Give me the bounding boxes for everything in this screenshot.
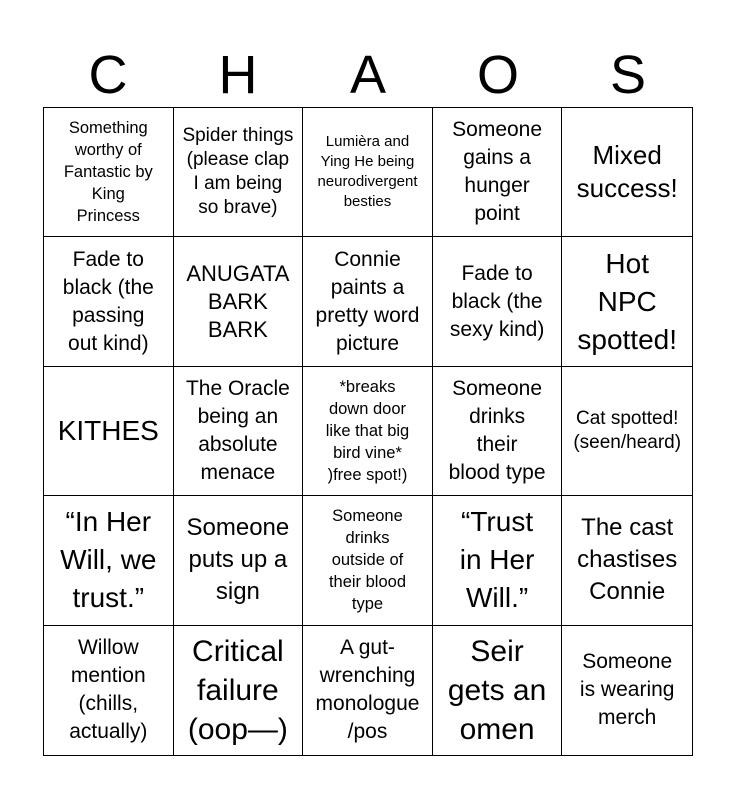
- bingo-cell-r2c1[interactable]: [44, 237, 174, 366]
- cell-text: Critical failure (oop—): [187, 634, 288, 746]
- cell-text: KITHES: [57, 414, 159, 446]
- cell-text: Fade to black (the sexy kind): [449, 261, 545, 341]
- bingo-cell-r5c1[interactable]: [44, 626, 174, 755]
- bingo-cell-r4c1[interactable]: [44, 496, 174, 625]
- cell-text: ANUGATA BARK BARK: [186, 260, 290, 342]
- cell-text: Willow mention (chills, actually): [69, 636, 148, 744]
- bingo-cell-r3c2[interactable]: [174, 367, 304, 496]
- bingo-cell-r4c5[interactable]: [562, 496, 692, 625]
- bingo-cell-r4c3[interactable]: [303, 496, 433, 625]
- bingo-cell-r4c2[interactable]: [174, 496, 304, 625]
- cell-text: Mixed success!: [576, 140, 678, 204]
- cell-text: Someone gains a hunger point: [452, 118, 543, 226]
- cell-text: Someone puts up a sign: [186, 514, 290, 606]
- cell-text: Someone is wearing merch: [579, 650, 675, 730]
- bingo-cell-r3c3[interactable]: [303, 367, 433, 496]
- bingo-header: [43, 42, 693, 108]
- cell-text: A gut- wrenching monologue /pos: [315, 636, 420, 744]
- cell-text: Connie paints a pretty word picture: [315, 247, 420, 355]
- cell-text: Fade to black (the passing out kind): [62, 247, 154, 355]
- cell-text: Someone drinks outside of their blood type: [328, 507, 407, 614]
- header-letter-c: C: [88, 45, 128, 105]
- cell-text: Someone drinks their blood type: [448, 376, 546, 484]
- bingo-cell-r5c4[interactable]: [433, 626, 563, 755]
- cell-text: Lumièra and Ying He being neurodivergent besties: [317, 133, 418, 211]
- header-letter-s: S: [609, 45, 647, 105]
- cell-text: The Oracle being an absolute menace: [185, 376, 290, 484]
- bingo-cell-r5c3[interactable]: [303, 626, 433, 755]
- cell-text: Seir gets an omen: [447, 634, 547, 746]
- bingo-cell-r2c3[interactable]: [303, 237, 433, 366]
- bingo-cell-r1c5[interactable]: [562, 108, 692, 237]
- bingo-cell-r5c2[interactable]: [174, 626, 304, 755]
- bingo-cell-r2c5[interactable]: [562, 237, 692, 366]
- bingo-cell-r5c5[interactable]: [562, 626, 692, 755]
- bingo-cell-r3c4[interactable]: [433, 367, 563, 496]
- cell-text: Cat spotted! (seen/heard): [573, 407, 682, 453]
- cell-text: *breaks down door like that big bird vine* )free spot!): [325, 377, 410, 484]
- bingo-cell-r4c4[interactable]: [433, 496, 563, 625]
- bingo-cell-r3c1[interactable]: [44, 367, 174, 496]
- cell-text: Something worthy of Fantastic by King Princess: [63, 119, 153, 226]
- bingo-cell-r1c3[interactable]: [303, 108, 433, 237]
- cell-text: The cast chastises Connie: [577, 514, 678, 606]
- header-letter-h: H: [218, 45, 258, 105]
- header-letter-a: A: [349, 45, 387, 105]
- bingo-cell-r1c2[interactable]: [174, 108, 304, 237]
- bingo-cell-r1c4[interactable]: [433, 108, 563, 237]
- cell-text: “Trust in Her Will.”: [459, 506, 535, 614]
- cell-text: Spider things (please clap I am being so brave): [182, 125, 294, 219]
- cell-text: Hot NPC spotted!: [577, 247, 678, 355]
- cell-text: “In Her Will, we trust.”: [60, 506, 157, 614]
- header-letter-o: O: [476, 45, 519, 105]
- bingo-cell-r2c4[interactable]: [433, 237, 563, 366]
- bingo-cell-r2c2[interactable]: [174, 237, 304, 366]
- bingo-cell-r3c5[interactable]: [562, 367, 692, 496]
- bingo-cell-r1c1[interactable]: [44, 108, 174, 237]
- bingo-grid: [43, 107, 693, 756]
